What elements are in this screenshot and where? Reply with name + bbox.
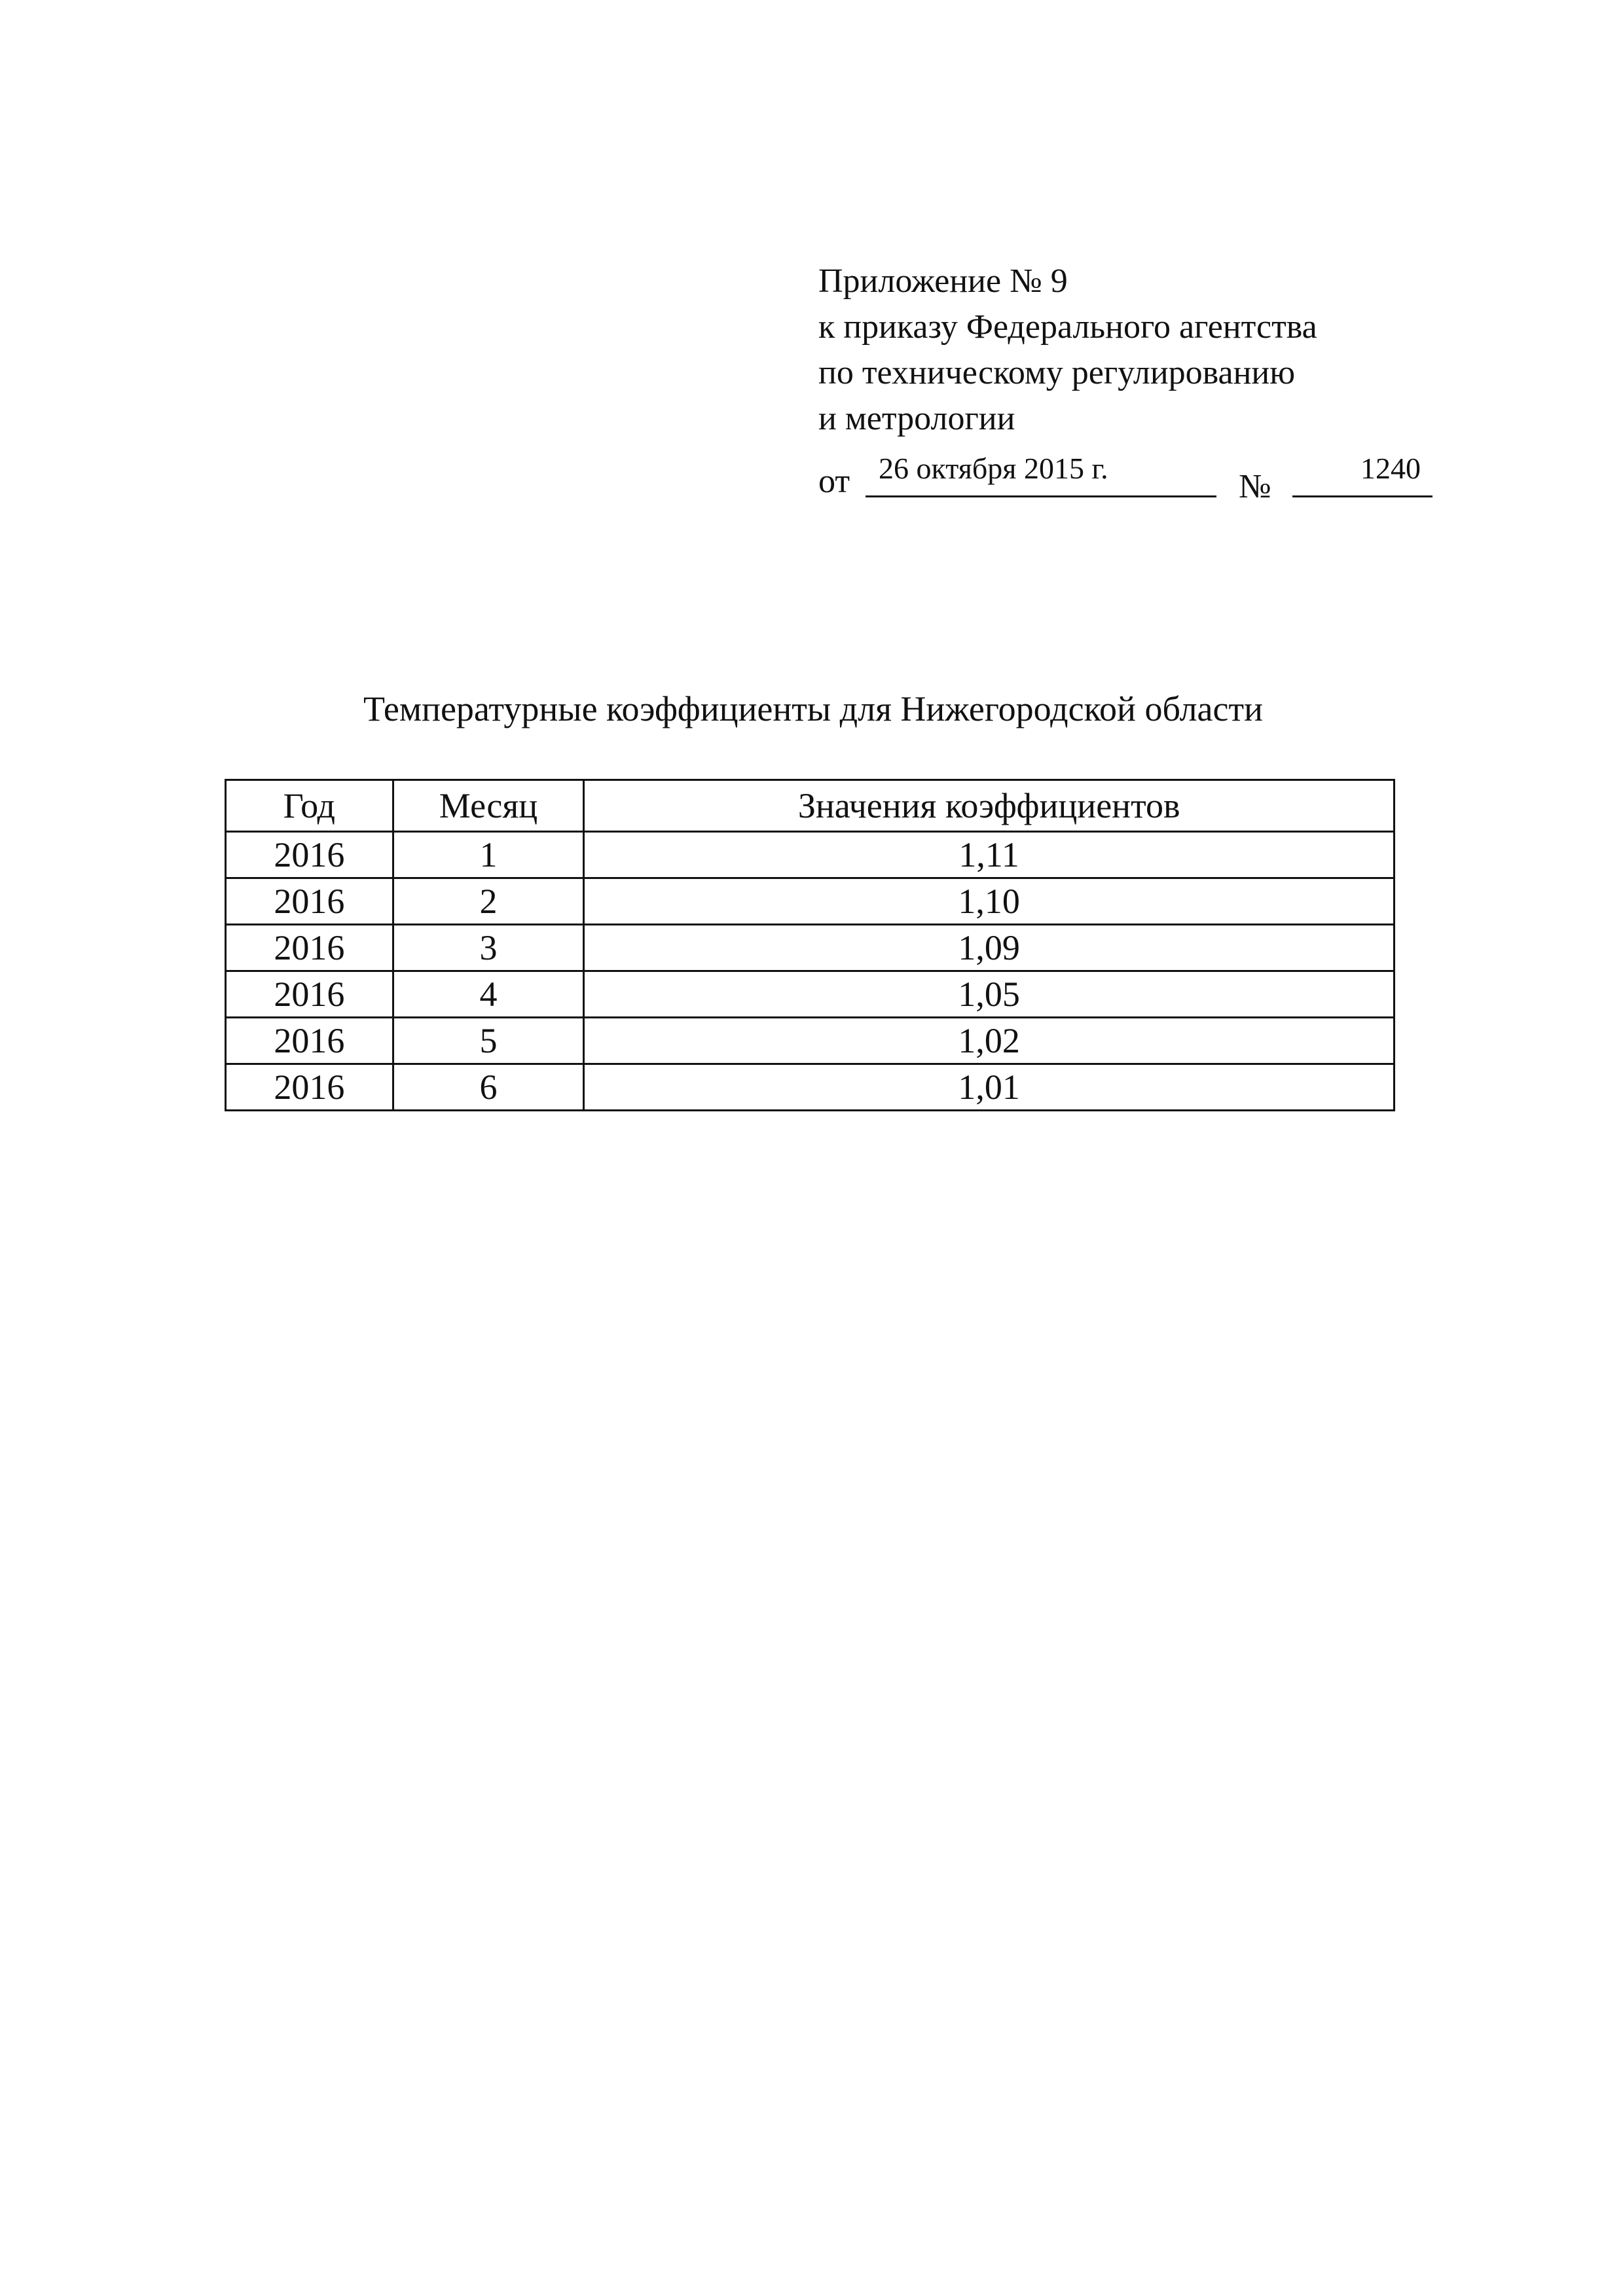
coefficients-table [225, 779, 1395, 1111]
appendix-title: Приложение № 9 [818, 262, 1068, 300]
cell-coefficient: 1,10 [584, 878, 1395, 925]
header-coefficient: Значения коэффициентов [584, 780, 1395, 832]
number-sign-label: № [1239, 468, 1271, 505]
header-month: Месяц [393, 780, 584, 832]
appendix-block [818, 259, 1506, 505]
cell-year: 2016 [226, 1018, 393, 1064]
cell-month: 2 [393, 878, 584, 925]
cell-month: 6 [393, 1064, 584, 1111]
cell-coefficient: 1,02 [584, 1018, 1395, 1064]
table-row [226, 1018, 1395, 1064]
table-row [226, 971, 1395, 1018]
table-row [226, 925, 1395, 971]
appendix-agency-line: по техническому регулированию [818, 354, 1296, 391]
cell-month: 4 [393, 971, 584, 1018]
cell-year: 2016 [226, 971, 393, 1018]
cell-year: 2016 [226, 878, 393, 925]
table-row [226, 1064, 1395, 1111]
table-row [226, 832, 1395, 878]
order-details-row [818, 446, 1506, 505]
cell-month: 5 [393, 1018, 584, 1064]
cell-coefficient: 1,05 [584, 971, 1395, 1018]
order-number-field [1292, 446, 1432, 497]
table-row [226, 878, 1395, 925]
cell-coefficient: 1,01 [584, 1064, 1395, 1111]
date-prefix-label: от [818, 463, 850, 500]
order-date-field [866, 446, 1216, 497]
table-header-row [226, 780, 1395, 832]
cell-coefficient: 1,11 [584, 832, 1395, 878]
cell-month: 1 [393, 832, 584, 878]
cell-year: 2016 [226, 925, 393, 971]
cell-coefficient: 1,09 [584, 925, 1395, 971]
cell-year: 2016 [226, 832, 393, 878]
cell-year: 2016 [226, 1064, 393, 1111]
cell-month: 3 [393, 925, 584, 971]
appendix-agency-line-2: и метрологии [818, 400, 1015, 437]
appendix-order-ref: к приказу Федерального агентства [818, 308, 1317, 346]
order-number: 1240 [1360, 452, 1421, 485]
document-title: Температурные коэффициенты для Нижегородской области [363, 689, 1263, 728]
order-date: 26 октября 2015 г. [879, 452, 1108, 485]
header-year: Год [226, 780, 393, 832]
